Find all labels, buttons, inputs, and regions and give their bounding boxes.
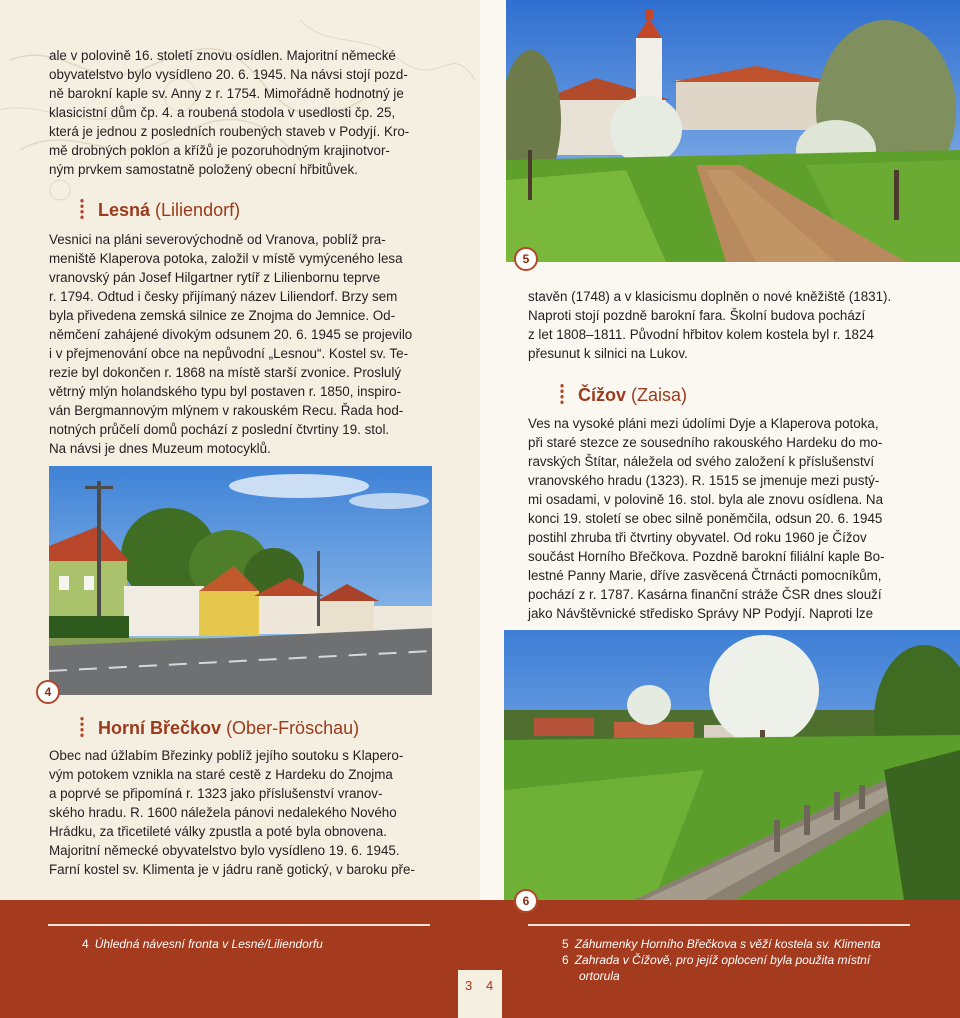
lesna-line: rezie byl dokončen r. 1868 na místě starší zvonice. Proslulý — [49, 365, 402, 380]
heading-lesna — [80, 198, 240, 221]
page-number-right: 4 — [486, 978, 494, 993]
cizov-line: mi osadami, v polovině 16. stol. byla ale znovu osídlena. Na — [528, 492, 884, 507]
caption-6 — [562, 952, 942, 968]
cizov-line: Ves na vysoké pláni mezi údolími Dyje a Klaperova potoka, — [528, 416, 879, 431]
photo-badge-5: 5 — [514, 247, 538, 271]
caption-rule-right — [528, 924, 910, 926]
heading-german: (Ober-Fröschau) — [226, 718, 360, 738]
cizov-line: ravských Štítar, náležela od svého založení k příslušenství — [528, 454, 875, 469]
heading-name: Horní Břečkov — [98, 718, 222, 738]
lesna-line: němčení zahájené divokým odsunem 20. 6. 1945 se projevilo — [49, 327, 413, 342]
page-number-left: 3 — [465, 978, 473, 993]
heading-horni-breckov — [80, 716, 359, 739]
intro-line: ným prvkem samostatně položený obecní hřbitůvek. — [49, 162, 358, 177]
lesna-line: větrný mlýn holandského typu byl postaven r. 1850, inspiro- — [49, 384, 402, 399]
intro-line: obyvatelstvo bylo vysídleno 20. 6. 1945. Na návsi stojí pozd- — [49, 67, 408, 82]
lesna-line: i v přejmenování obce na nepůvodní „Lesnou“. Kostel sv. Te- — [49, 346, 409, 361]
horni-line: Majoritní německé obyvatelstvo bylo vysídleno 19. 6. 1945. — [49, 843, 400, 858]
cizov-line: jako Návštěvnické středisko Správy NP Podyjí. Naproti lze — [528, 606, 874, 621]
heading-dots-icon — [80, 198, 84, 220]
intro-line: klasicistní dům čp. 4. a roubená stodola v usedlosti čp. 25, — [49, 105, 396, 120]
cizov-line: lestné Panny Marie, dříve zasvěcená Čtrnácti pomocníkům, — [528, 568, 882, 583]
cizov-line: při staré stezce ze sousedního rakouského Hardeku do mo- — [528, 435, 883, 450]
lesna-line: byla přivedena zemská silnice ze Znojma do Jemnice. Od- — [49, 308, 396, 323]
lesna-text — [49, 230, 432, 458]
cizov-line: pochází z r. 1787. Kasárna finanční stráže ČSR dnes slouží — [528, 587, 882, 602]
heading-german: (Zaisa) — [631, 385, 688, 405]
garden-fence-image — [504, 630, 960, 900]
horni-line: a poprvé se připomíná r. 1323 jako příslušenství vranov- — [49, 786, 383, 801]
lesna-line: Vesnici na pláni severovýchodně od Vranova, poblíž pra- — [49, 232, 386, 247]
heading-name: Čížov — [578, 385, 627, 405]
cont-line: stavěn (1748) a v klasicismu doplněn o nové kněžiště (1831). — [528, 289, 892, 304]
village-street-image — [49, 466, 432, 695]
right-page — [480, 0, 960, 908]
heading-dots-icon — [80, 716, 84, 738]
lesna-line: notných průčelí domů pochází z poslední čtvrtiny 19. stol. — [49, 422, 390, 437]
lesna-line: Na návsi je dnes Muzeum motocyklů. — [49, 441, 271, 456]
heading-dots-icon — [560, 383, 564, 405]
caption-number: 5 — [562, 937, 569, 951]
photo-badge-4: 4 — [36, 680, 60, 704]
caption-number: 4 — [82, 937, 89, 951]
cizov-line: součást Horního Břečkova. Pozdně barokní filiální kaple Bo- — [528, 549, 885, 564]
intro-line: ně barokní kaple sv. Anny z r. 1754. Mimořádně hodnotný je — [49, 86, 404, 101]
horni-line: ského hradu. R. 1600 náležela pánovi nedalekého Nového — [49, 805, 397, 820]
lesna-line: ván Bergmannovým mlýnem v rakouském Recu. Řada hod- — [49, 403, 404, 418]
caption-6-cont — [579, 968, 939, 984]
cizov-line: postihl zhruba tři čtvrtiny obyvatel. Od roku 1960 je Čížov — [528, 530, 867, 545]
heading-cizov — [560, 383, 687, 406]
heading-name: Lesná — [98, 200, 151, 220]
photo-badge-6: 6 — [514, 889, 538, 913]
lesna-line: meniště Klaperova potoka, založil v místě vymýceného lesa — [49, 251, 403, 266]
cont-line: z let 1808–1811. Původní hřbitov kolem kostela byl r. 1824 — [528, 327, 874, 342]
cont-line: Naproti stojí pozdně barokní fara. Školní budova pochází — [528, 308, 866, 323]
cont-line: přesunut k silnici na Lukov. — [528, 346, 688, 361]
photo-horni-breckov-fields — [506, 0, 960, 262]
photo-cizov-garden — [504, 630, 960, 900]
cizov-line: konci 19. století se obec silně poněmčila, odsun 20. 6. 1945 — [528, 511, 883, 526]
horni-line: Hrádku, za třicetileté války zpustla a poté byla obnovena. — [49, 824, 387, 839]
heading-german: (Liliendorf) — [155, 200, 241, 220]
caption-number: 6 — [562, 953, 569, 967]
left-page — [0, 0, 480, 900]
intro-line: která je jednou z posledních roubených staveb v Podyjí. Kro- — [49, 124, 410, 139]
lesna-line: vranovský pán Josef Hilgartner rytíř z Lilienbornu teprve — [49, 270, 381, 285]
caption-4 — [82, 936, 442, 952]
intro-line: mě drobných poklon a křížů je pozoruhodným krajinotvor- — [49, 143, 390, 158]
church-fields-image — [506, 0, 960, 262]
caption-5 — [562, 936, 942, 952]
intro-text — [49, 46, 432, 179]
horni-line: vým potokem vznikla na staré cestě z Hardeku do Znojma — [49, 767, 393, 782]
cizov-text — [528, 414, 912, 623]
horni-text — [49, 746, 432, 879]
cizov-line: vranovského hradu (1323). R. 1515 se jmenuje mezi pustý- — [528, 473, 880, 488]
caption-text: Zahrada v Čížově, pro jejíž oplocení byla použita místní — [574, 953, 871, 967]
photo-lesna-street — [49, 466, 432, 695]
horni-line: Farní kostel sv. Klimenta je v jádru raně gotický, v baroku pře- — [49, 862, 415, 877]
lesna-line: r. 1794. Odtud i česky přijímaný název Liliendorf. Brzy sem — [49, 289, 398, 304]
caption-text: ortorula — [579, 969, 620, 983]
continuation-text — [528, 287, 912, 363]
horni-line: Obec nad úžlabím Březinky poblíž jejího soutoku s Klapero- — [49, 748, 404, 763]
caption-text: Záhumenky Horního Břečkova s věží kostela sv. Klimenta — [574, 937, 881, 951]
caption-text: Úhledná návesní fronta v Lesné/Liliendorfu — [94, 937, 323, 951]
caption-rule-left — [48, 924, 430, 926]
intro-line: ale v polovině 16. století znovu osídlen. Majoritní německé — [49, 48, 396, 63]
